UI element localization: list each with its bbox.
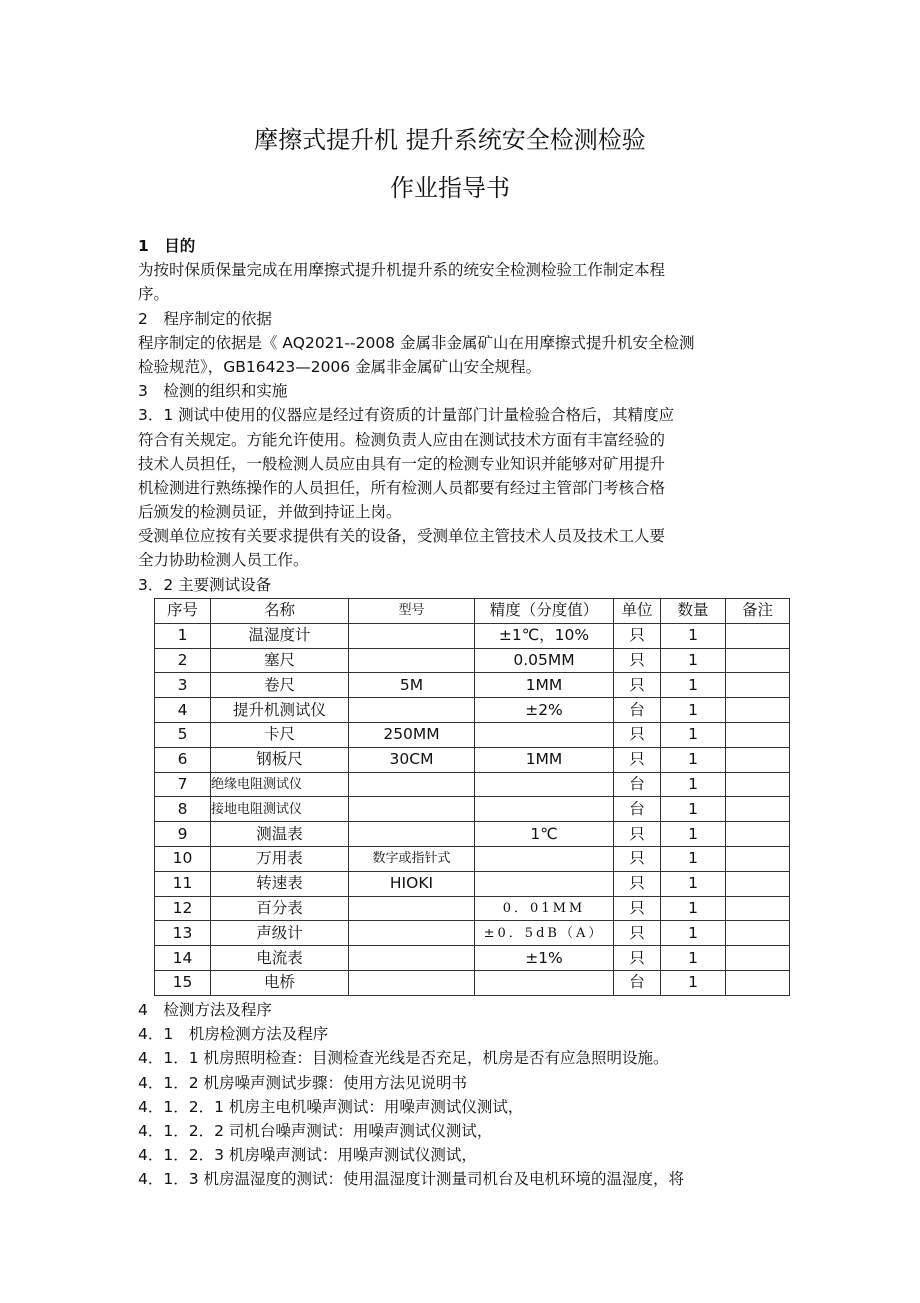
column-header: 序号: [155, 599, 211, 624]
table-cell: 电流表: [211, 946, 349, 971]
table-cell: 1: [661, 772, 726, 797]
table-cell: [726, 772, 790, 797]
paragraph-line: 后颁发的检测员证，并做到持证上岗。: [138, 503, 402, 522]
table-cell: 台: [614, 772, 661, 797]
paragraph-line: 技术人员担任，一般检测人员应由具有一定的检测专业知识并能够对矿用提升: [138, 454, 666, 473]
table-cell: 百分表: [211, 896, 349, 921]
table-cell: HIOKI: [349, 871, 475, 896]
paragraph-line: 序。: [138, 285, 170, 304]
table-cell: 13: [155, 921, 211, 946]
table-cell: 电桥: [211, 970, 349, 995]
table-cell: 1: [661, 698, 726, 723]
table-cell: 接地电阻测试仪: [211, 797, 349, 822]
table-cell: [349, 921, 475, 946]
table-cell: [726, 797, 790, 822]
table-cell: [349, 970, 475, 995]
table-cell: 1: [661, 648, 726, 673]
table-row: [155, 747, 790, 772]
table-cell: 1: [661, 722, 726, 747]
paragraph-line: 4．1．1 机房照明检查：目测检查光线是否充足，机房是否有应急照明设施。: [138, 1049, 669, 1068]
table-cell: 0.05MM: [475, 648, 614, 673]
table-cell: [475, 772, 614, 797]
table-row: [155, 722, 790, 747]
equipment-table: [154, 598, 790, 996]
column-header: 精度（分度值）: [475, 599, 614, 624]
section-heading: 3 检测的组织和实施: [138, 382, 288, 401]
table-row: [155, 822, 790, 847]
table-cell: [475, 970, 614, 995]
table-row: [155, 846, 790, 871]
table-cell: [349, 797, 475, 822]
table-cell: [726, 970, 790, 995]
table-cell: 11: [155, 871, 211, 896]
paragraph-line: 3．1 测试中使用的仪器应是经过有资质的计量部门计量检验合格后，其精度应: [138, 406, 675, 425]
table-cell: 只: [614, 896, 661, 921]
paragraph-line: 4．1．2．2 司机台噪声测试：用噪声测试仪测试，: [138, 1121, 493, 1140]
paragraph-line: 全力协助检测人员工作。: [138, 551, 309, 570]
section-heading: 1 目的: [138, 237, 196, 255]
table-cell: 1℃: [475, 822, 614, 847]
table-cell: 塞尺: [211, 648, 349, 673]
section-heading: 2 程序制定的依据: [138, 309, 272, 328]
table-row: [155, 698, 790, 723]
paragraph-line: 受测单位应按有关要求提供有关的设备，受测单位主管技术人员及技术工人要: [138, 527, 666, 546]
table-cell: 台: [614, 797, 661, 822]
table-cell: [475, 871, 614, 896]
table-row: [155, 673, 790, 698]
table-row: [155, 623, 790, 648]
table-cell: 5M: [349, 673, 475, 698]
table-cell: 2: [155, 648, 211, 673]
table-row: [155, 921, 790, 946]
column-header: 数量: [661, 599, 726, 624]
column-header: 名称: [211, 599, 349, 624]
table-cell: 6: [155, 747, 211, 772]
table-cell: 3: [155, 673, 211, 698]
section-4: [138, 998, 778, 1192]
table-cell: 只: [614, 871, 661, 896]
table-cell: [726, 896, 790, 921]
table-cell: 1: [661, 673, 726, 698]
table-cell: [349, 648, 475, 673]
table-cell: 30CM: [349, 747, 475, 772]
table-cell: [349, 772, 475, 797]
section-heading: 4 检测方法及程序: [138, 1001, 272, 1019]
table-cell: 250MM: [349, 722, 475, 747]
sections-1-3: [138, 234, 778, 597]
table-cell: [726, 747, 790, 772]
paragraph-line: 符合有关规定。方能允许使用。检测负责人应由在测试技术方面有丰富经验的: [138, 430, 666, 449]
table-cell: 绝缘电阻测试仪: [211, 772, 349, 797]
table-cell: 只: [614, 822, 661, 847]
table-cell: [475, 846, 614, 871]
table-cell: 转速表: [211, 871, 349, 896]
table-cell: 1: [661, 623, 726, 648]
subsection-heading: 4．1 机房检测方法及程序: [138, 1025, 329, 1044]
table-cell: 测温表: [211, 822, 349, 847]
table-cell: 1: [155, 623, 211, 648]
table-cell: 1: [661, 921, 726, 946]
table-cell: 9: [155, 822, 211, 847]
table-cell: 卷尺: [211, 673, 349, 698]
table-cell: [349, 896, 475, 921]
table-cell: 台: [614, 970, 661, 995]
table-cell: [726, 698, 790, 723]
table-row: [155, 871, 790, 896]
table-cell: ±1%: [475, 946, 614, 971]
paragraph-line: 机检测进行熟练操作的人员担任，所有检测人员都要有经过主管部门考核合格: [138, 478, 666, 497]
table-cell: 1: [661, 896, 726, 921]
table-cell: 只: [614, 747, 661, 772]
table-cell: 只: [614, 946, 661, 971]
table-cell: 1: [661, 797, 726, 822]
table-cell: 4: [155, 698, 211, 723]
table-cell: 只: [614, 648, 661, 673]
table-cell: [726, 623, 790, 648]
table-header-row: [155, 599, 790, 624]
paragraph-line: 4．1．2．3 机房噪声测试：用噪声测试仪测试，: [138, 1146, 477, 1165]
table-cell: 7: [155, 772, 211, 797]
table-cell: [726, 846, 790, 871]
table-cell: 钢板尺: [211, 747, 349, 772]
table-cell: [726, 673, 790, 698]
table-cell: 15: [155, 970, 211, 995]
subsection-heading: 3．2 主要测试设备: [138, 575, 272, 594]
table-cell: 8: [155, 797, 211, 822]
table-cell: [349, 698, 475, 723]
table-row: [155, 797, 790, 822]
paragraph-line: 检验规范》，GB16423—2006 金属非金属矿山安全规程。: [138, 357, 542, 376]
table-cell: 只: [614, 722, 661, 747]
document-subtitle: 作业指导书: [390, 174, 510, 202]
paragraph-line: 4．1．3 机房温湿度的测试：使用温湿度计测量司机台及电机环境的温湿度，将: [138, 1170, 685, 1189]
table-row: [155, 772, 790, 797]
table-cell: [726, 822, 790, 847]
table-cell: 1: [661, 846, 726, 871]
table-cell: [726, 648, 790, 673]
table-cell: 只: [614, 673, 661, 698]
table-cell: 1: [661, 747, 726, 772]
table-row: [155, 648, 790, 673]
table-cell: [349, 822, 475, 847]
table-cell: 温湿度计: [211, 623, 349, 648]
table-cell: [726, 871, 790, 896]
table-cell: 1MM: [475, 673, 614, 698]
table-cell: [726, 946, 790, 971]
table-cell: 提升机测试仪: [211, 698, 349, 723]
table-cell: [726, 921, 790, 946]
table-cell: 14: [155, 946, 211, 971]
table-cell: 1: [661, 970, 726, 995]
column-header: 单位: [614, 599, 661, 624]
table-cell: 只: [614, 921, 661, 946]
table-cell: 数字或指针式: [349, 846, 475, 871]
paragraph-line: 4．1．2．1 机房主电机噪声测试：用噪声测试仪测试，: [138, 1097, 524, 1116]
table-cell: 12: [155, 896, 211, 921]
table-cell: 台: [614, 698, 661, 723]
table-row: [155, 946, 790, 971]
table-cell: 卡尺: [211, 722, 349, 747]
paragraph-line: 为按时保质保量完成在用摩擦式提升机提升系的统安全检测检验工作制定本程: [138, 261, 666, 280]
table-cell: 只: [614, 846, 661, 871]
column-header: 型号: [349, 599, 475, 624]
table-cell: 1: [661, 822, 726, 847]
table-cell: [349, 946, 475, 971]
table-cell: [349, 623, 475, 648]
table-row: [155, 896, 790, 921]
table-cell: 万用表: [211, 846, 349, 871]
table-cell: 5: [155, 722, 211, 747]
table-cell: ±2%: [475, 698, 614, 723]
table-row: [155, 970, 790, 995]
document-title: 摩擦式提升机 提升系统安全检测检验: [254, 126, 646, 154]
table-cell: [475, 722, 614, 747]
table-cell: 1: [661, 871, 726, 896]
table-cell: ±0．5dB（A）: [475, 921, 614, 946]
table-cell: [475, 797, 614, 822]
table-cell: 1: [661, 946, 726, 971]
table-cell: ±1℃，10%: [475, 623, 614, 648]
table-cell: 只: [614, 623, 661, 648]
table-cell: 0．01MM: [475, 896, 614, 921]
paragraph-line: 程序制定的依据是《 AQ2021--2008 金属非金属矿山在用摩擦式提升机安全检测: [138, 333, 695, 352]
column-header: 备注: [726, 599, 790, 624]
table-cell: [726, 722, 790, 747]
table-cell: 声级计: [211, 921, 349, 946]
table-cell: 10: [155, 846, 211, 871]
table-cell: 1MM: [475, 747, 614, 772]
paragraph-line: 4．1．2 机房噪声测试步骤：使用方法见说明书: [138, 1073, 468, 1092]
